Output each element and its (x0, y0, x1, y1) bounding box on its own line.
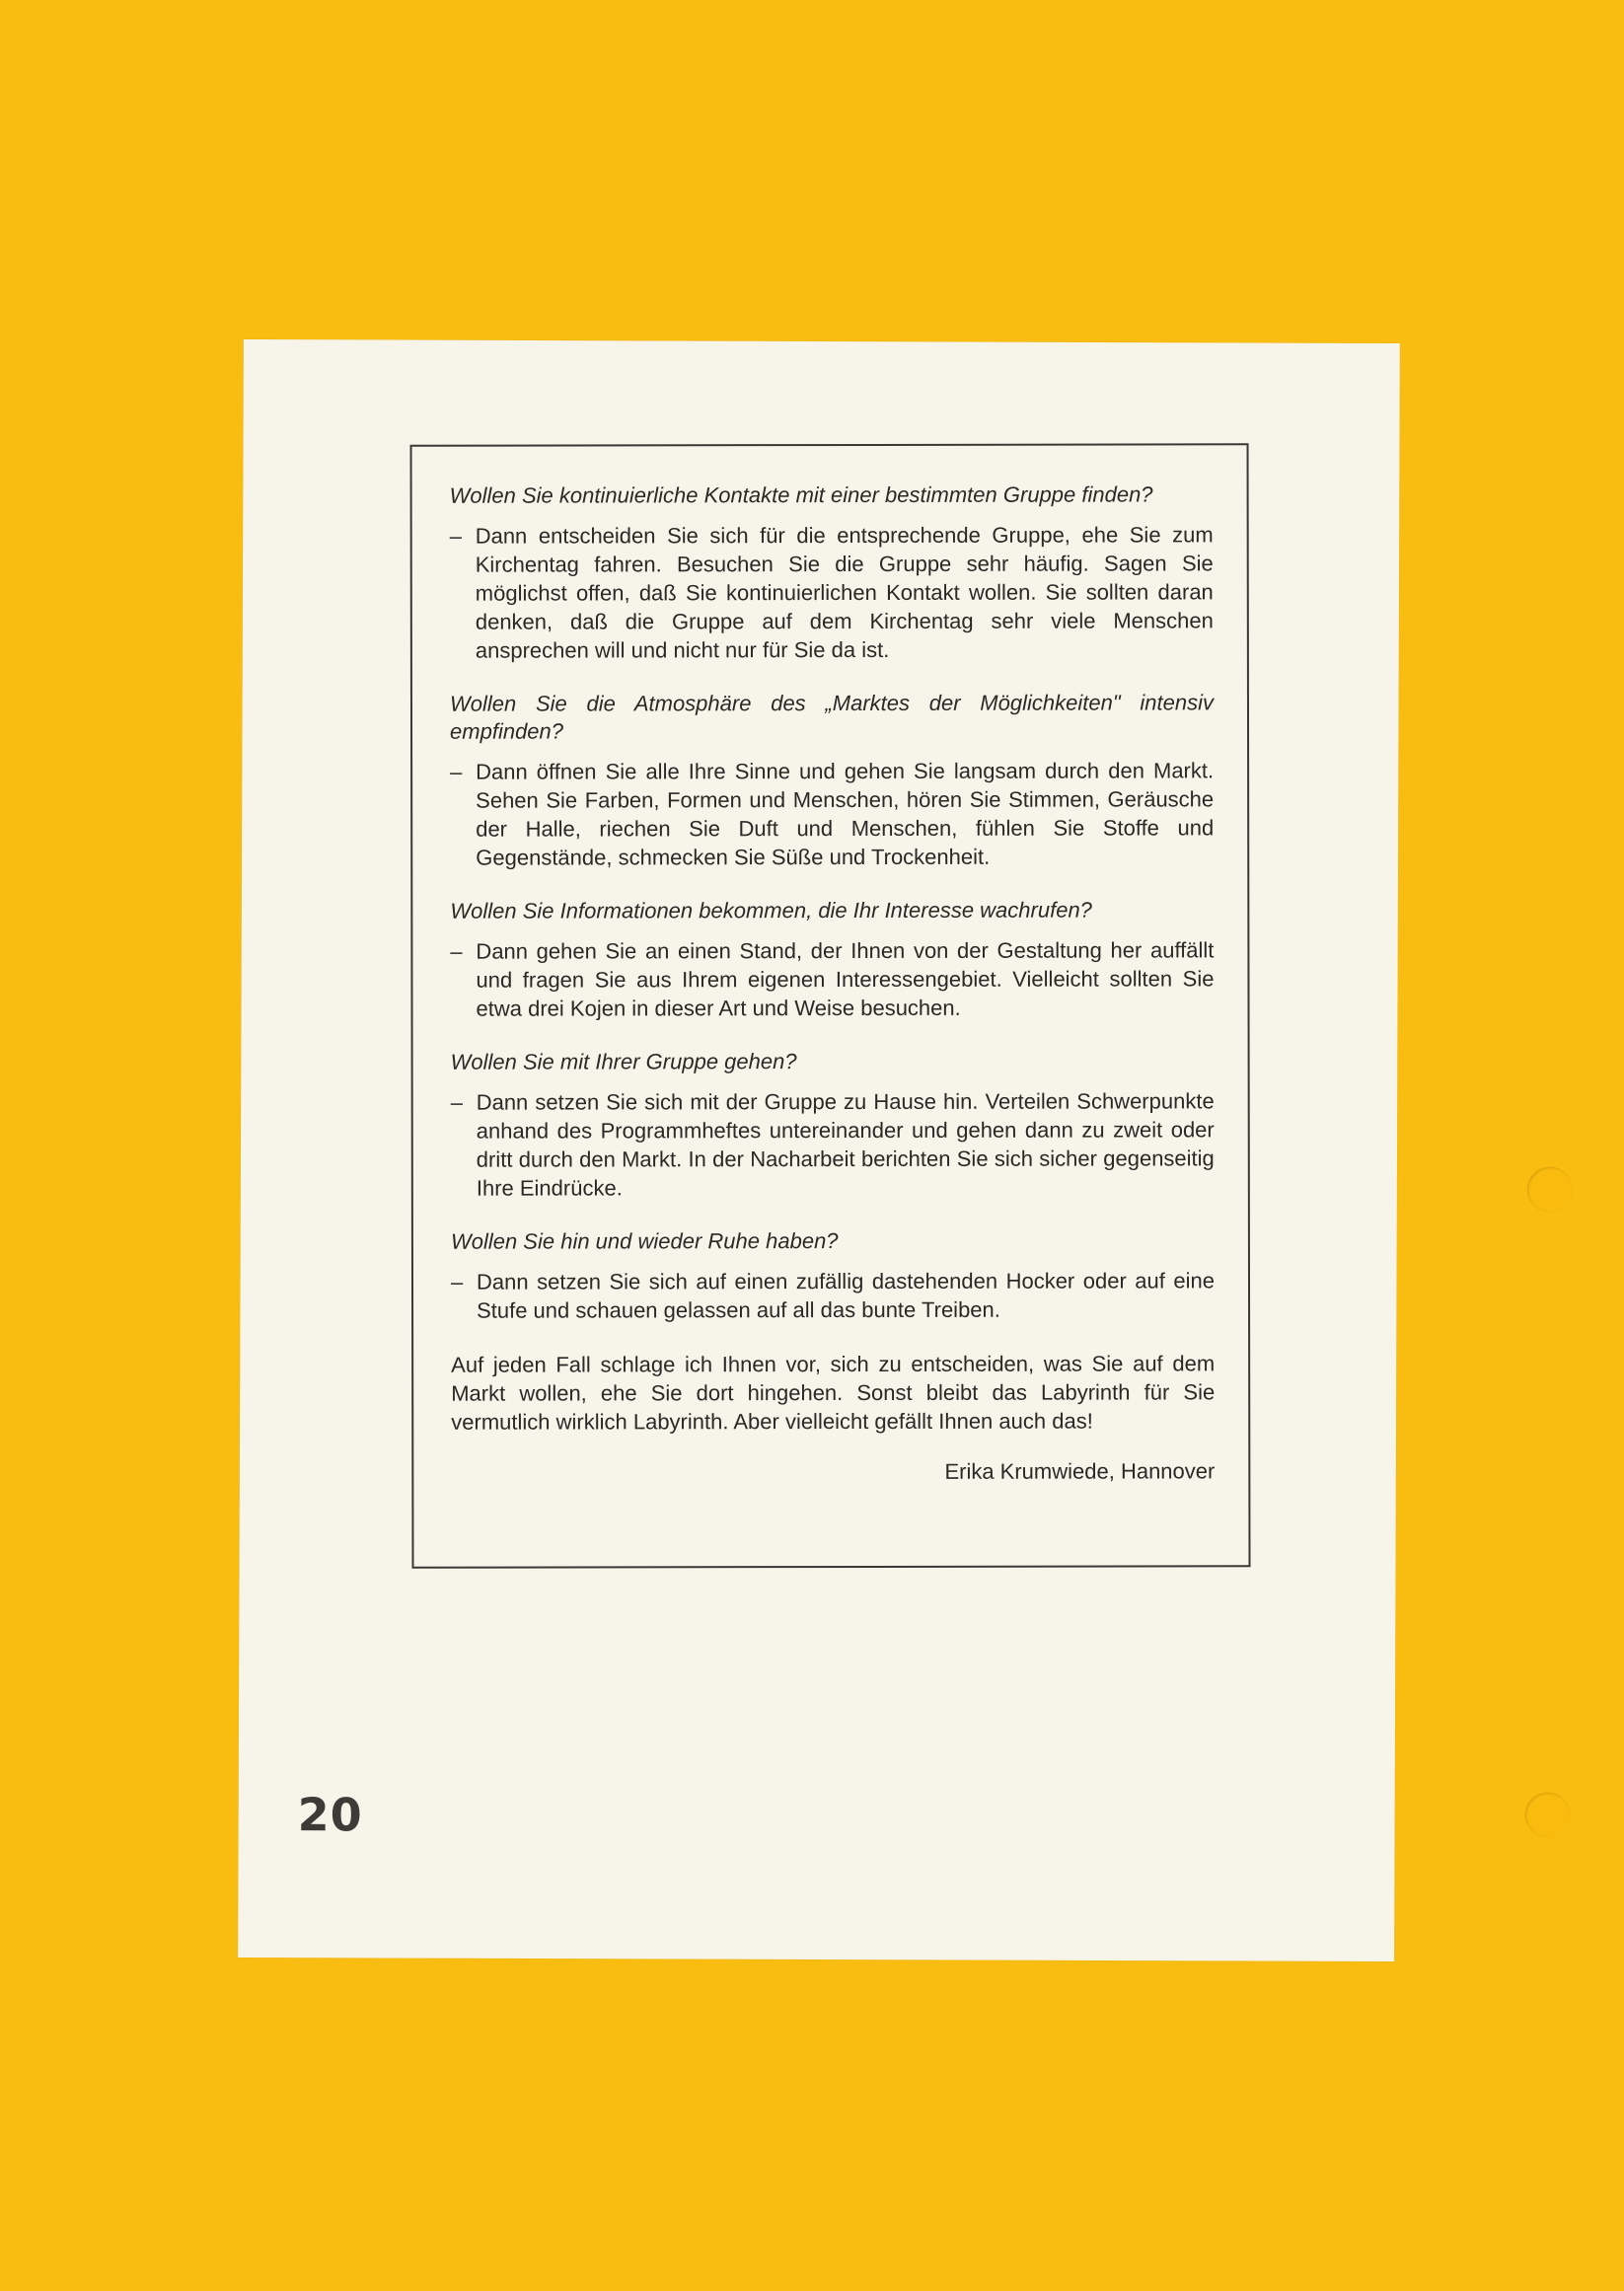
section-answer (450, 520, 1214, 664)
section-question: Wollen Sie Informationen bekommen, die Ihr Interesse wachrufen? (450, 897, 1092, 924)
section-answer (450, 935, 1214, 1022)
dash-bullet: – (450, 938, 463, 964)
author-signature: Erika Krumwiede, Hannover (944, 1458, 1216, 1484)
framed-text-box (410, 443, 1251, 1568)
section-answer (451, 1086, 1215, 1202)
answer-text: Dann setzen Sie sich mit der Gruppe zu Hause hin. Verteilen Schwerpunkte anhand des Programmheftes untereinander und gehen dann zu zweit oder dritt durch den Markt. In der Nacharbeit berichten Sie sich sicher gegenseitig Ihre Eindrücke. (476, 1088, 1215, 1201)
section-question: Wollen Sie die Atmosphäre des „Marktes der Möglichkeiten" intensiv empfinden? (449, 690, 1214, 744)
answer-text: Dann öffnen Sie alle Ihre Sinne und gehen Sie langsam durch den Markt. Sehen Sie Farben, Formen und Menschen, hören Sie Stimmen, Geräusche der Halle, riechen Sie Duft und Menschen, fühlen Sie Stoffe und Gegenstände, schmecken Sie Süße und Trockenheit. (476, 758, 1215, 870)
section-question: Wollen Sie hin und wieder Ruhe haben? (450, 1228, 839, 1254)
dash-bullet: – (450, 1089, 463, 1115)
answer-text: Dann entscheiden Sie sich für die entsprechende Gruppe, ehe Sie zum Kirchentag fahren. Besuchen Sie die Gruppe sehr häufig. Sagen Sie möglichst offen, daß Sie kontinuierlichen Kontakt wollen. Sie sollten daran denken, daß die Gruppe auf dem Kirchentag sehr viele Menschen ansprechen will und nicht nur für Sie da ist. (475, 522, 1214, 663)
dash-bullet: – (450, 759, 463, 784)
section-answer (451, 1266, 1215, 1324)
page-number: 20 (297, 1788, 363, 1842)
dash-bullet: – (450, 1269, 464, 1294)
paper-sheet (238, 339, 1400, 1961)
punch-hole-top (1527, 1167, 1573, 1213)
answer-text: Dann gehen Sie an einen Stand, der Ihnen von der Gestaltung her auffällt und fragen Sie aus Ihrem eigenen Interessengebiet. Vielleicht sollten Sie etwa drei Kojen in dieser Art und Weise besuchen. (476, 937, 1215, 1021)
punch-hole-bottom (1525, 1793, 1571, 1838)
section-answer (450, 756, 1214, 871)
closing-paragraph: Auf jeden Fall schlage ich Ihnen vor, sich zu entscheiden, was Sie auf dem Markt wollen, ehe Sie dort hingehen. Sonst bleibt das Labyrinth für Sie vermutlich wirklich Labyrinth. Aber vielleicht gefällt Ihnen auch das! (451, 1351, 1216, 1435)
dash-bullet: – (449, 523, 462, 549)
answer-text: Dann setzen Sie sich auf einen zufällig dastehenden Hocker oder auf eine Stufe und schauen gelassen auf all das bunte Treiben. (476, 1268, 1216, 1323)
section-question: Wollen Sie mit Ihrer Gruppe gehen? (450, 1049, 797, 1074)
section-question: Wollen Sie kontinuierliche Kontakte mit einer bestimmten Gruppe finden? (449, 481, 1153, 508)
